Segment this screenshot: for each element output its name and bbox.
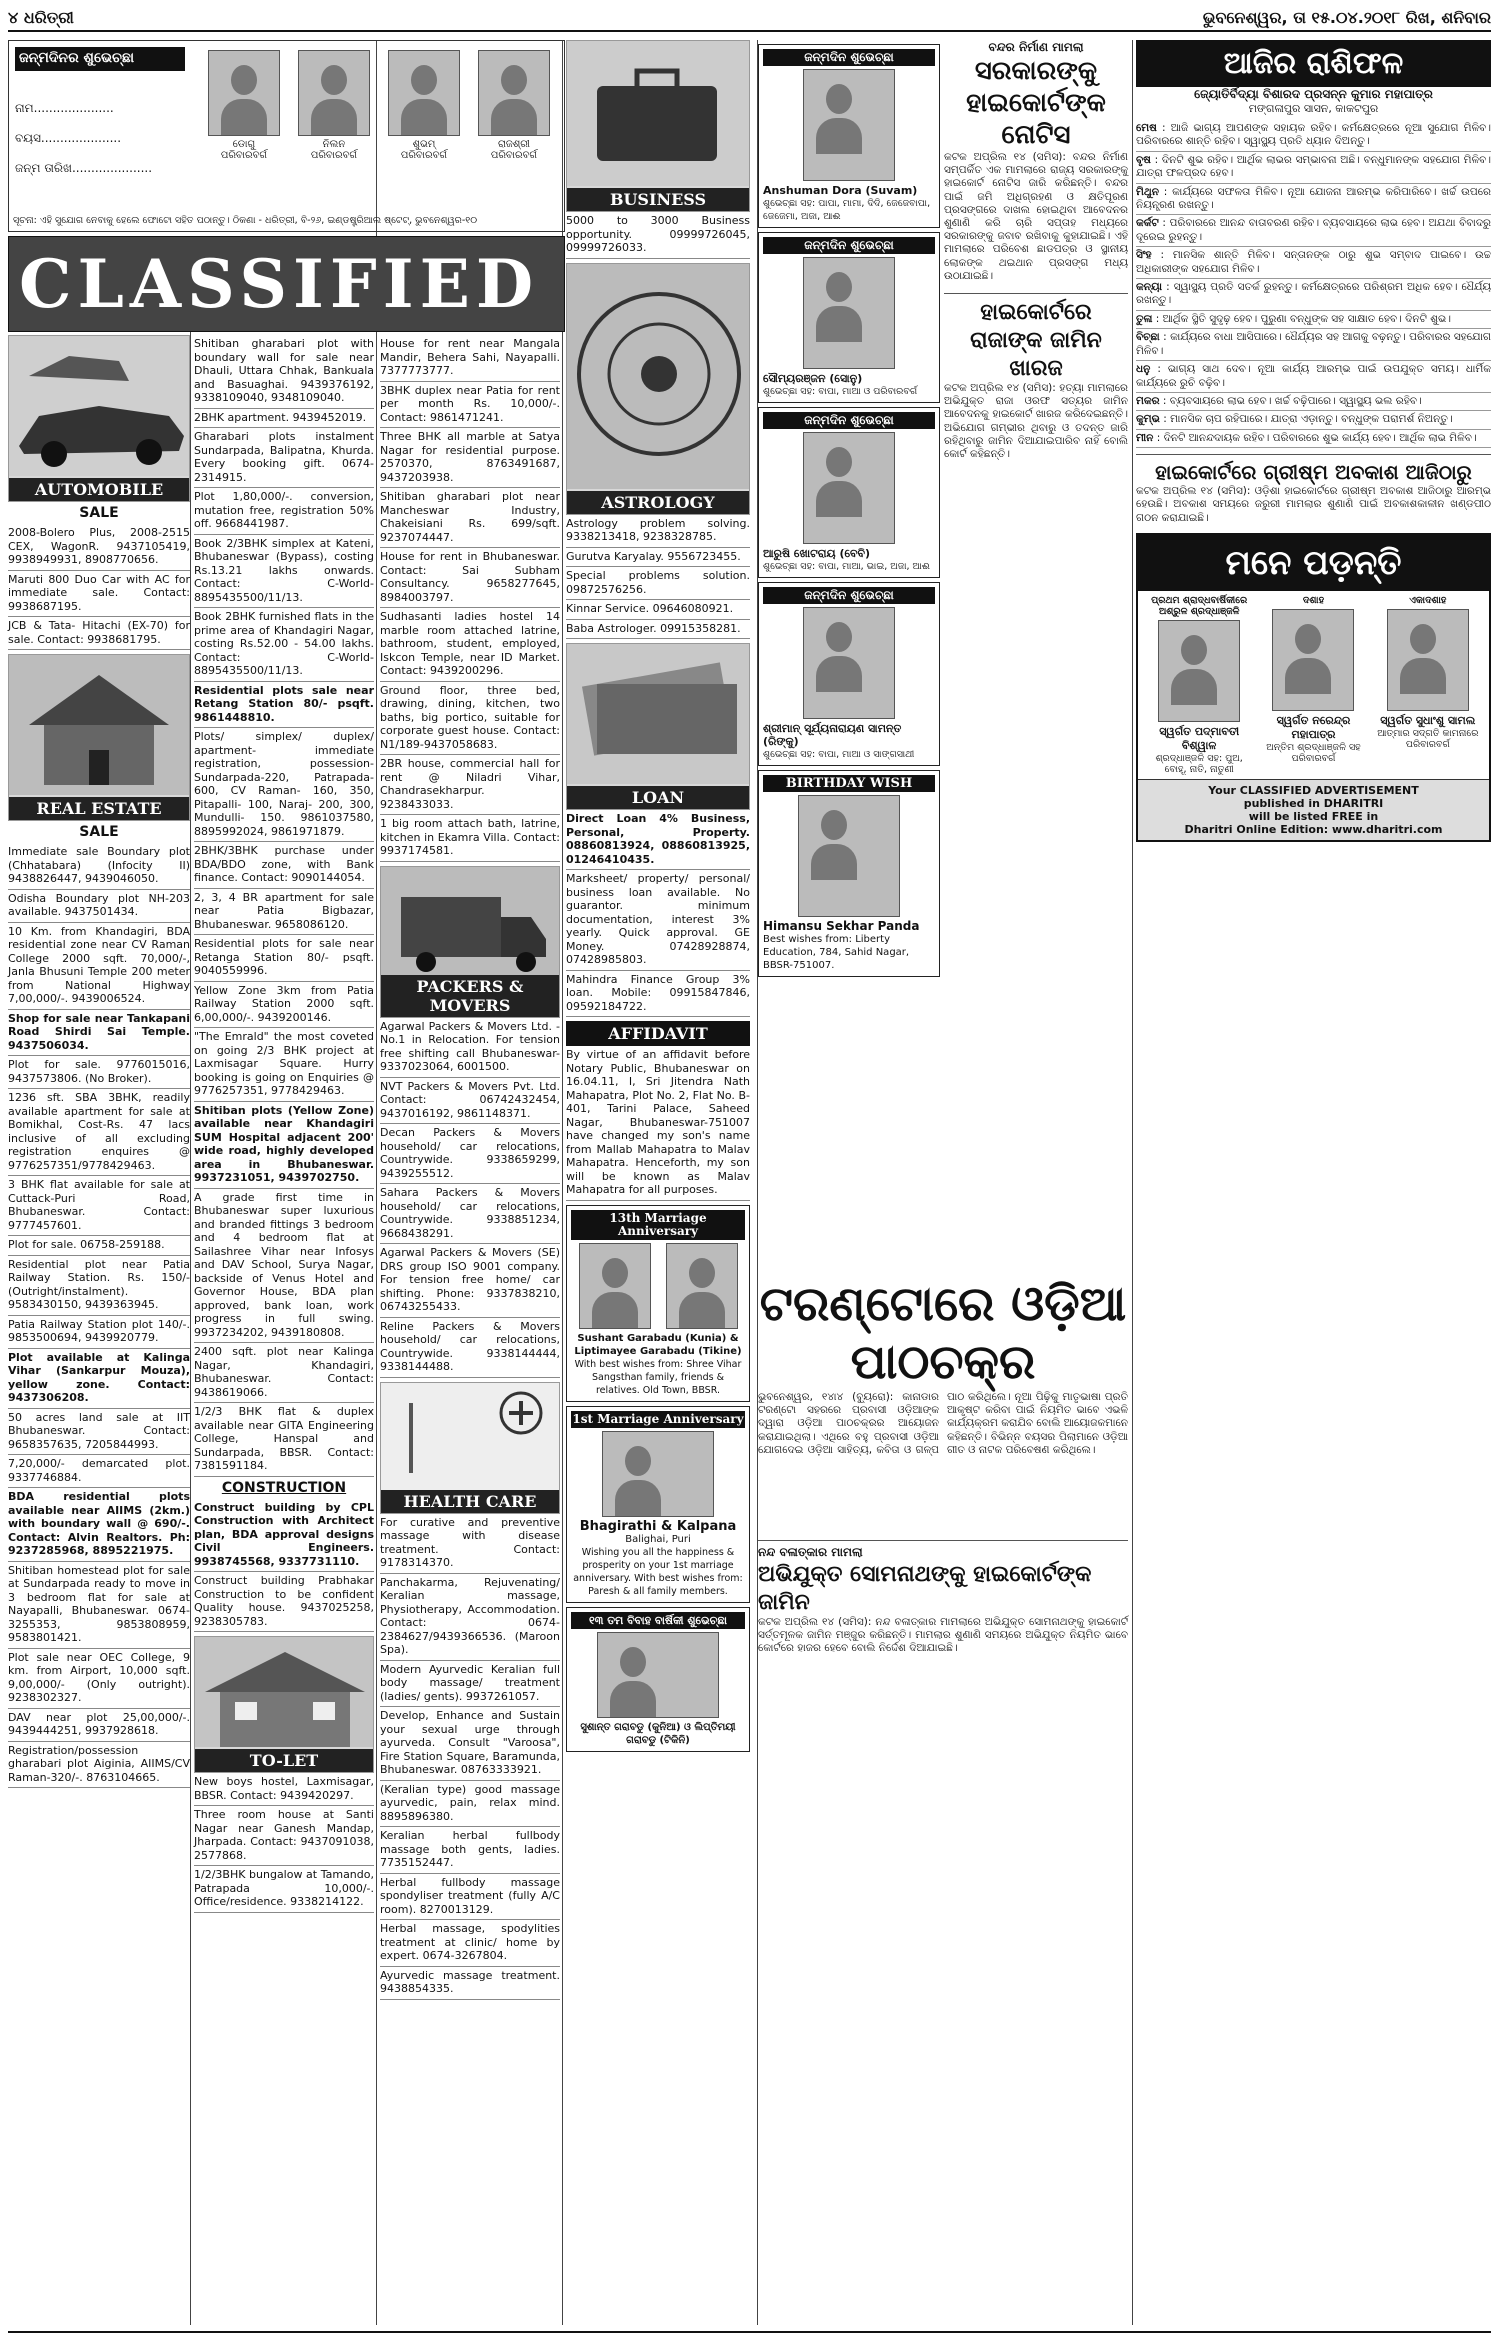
anniversary-1 bbox=[566, 1406, 750, 1603]
rashi-separator: : bbox=[1150, 153, 1162, 166]
classified-ad: Plot available at Kalinga Vihar (Sankarpur Mouza), yellow zone. Contact: 9437306208. bbox=[8, 1349, 190, 1409]
rashi-entry bbox=[1136, 361, 1491, 393]
news-body: କଟକ ଅପ୍ରିଲ ୧୪ (ସମିସ): ହତ୍ୟା ମାମଲାରେ ଅଭିଯୁକ୍ତ ରାଜା ଓରଫ ସତ୍ୟର ଜାମିନ ଆବେଦନକୁ ହାଇକୋର୍ଟ ଖାରଜ କରିଦେଇଛନ୍ତି। ଅଭିଯୋଗ ଗମ୍ଭୀର ଥିବାରୁ ଓ ତଦନ୍ତ ଜାରି ରହିଥିବାରୁ ଜାମିନ ଦିଆଯାଇପାରିବ ନାହିଁ ବୋଲି କୋର୍ଟ କହିଛନ୍ତି। bbox=[944, 382, 1128, 461]
classified-ad: For curative and preventive massage with disease treatment. Contact: 9178314370. bbox=[380, 1514, 560, 1574]
couple-photo bbox=[597, 1632, 719, 1718]
kid-name: ନିଲନ bbox=[322, 139, 346, 150]
rashi-separator: : bbox=[1158, 217, 1170, 230]
classified-ad: House for rent in Bhubaneswar. Contact: Sai Subham Consultancy. 9658277645, 8984003797. bbox=[380, 548, 560, 608]
classified-ad: Mahindra Finance Group 3% loan. Mobile: 09915847846, 09592184722. bbox=[566, 971, 750, 1018]
memoriam-people bbox=[1138, 591, 1489, 779]
rashi-separator: : bbox=[1159, 394, 1170, 407]
birthday-wish: ଶୁଭେଚ୍ଛା ସହ: ବାପା, ମାଆ ଓ ପରିବାରବର୍ଗ bbox=[763, 386, 918, 397]
footer-rule bbox=[8, 2331, 1491, 2333]
rashi-sign: ମୀନ bbox=[1136, 431, 1154, 444]
classified-ad: Shitiban plots (Yellow Zone) available near Khandagiri SUM Hospital adjacent 200' wide road, highly developed area in Bhubaneswar. 9937231051, 9439702750. bbox=[194, 1102, 374, 1189]
memoriam-photo bbox=[1387, 609, 1469, 711]
classified-ad: Baba Astrologer. 09915358281. bbox=[566, 620, 750, 640]
classified-ad: Book 2/3BHK simplex at Kateni, Bhubaneswar (Bypass), costing Rs.13.21 lakhs onwards. Contact: C-World- 8895435500/11/13. bbox=[194, 535, 374, 609]
rashi-text: ଆଜି ଭାଗ୍ୟ ଆପଣଙ୍କ ସହାୟକ ରହିବ। କର୍ମକ୍ଷେତ୍ରରେ ନୂଆ ସୁଯୋଗ ମିଳିବ। ପରିବାରରେ ଶାନ୍ତି ରହିବ। ସ୍ୱାସ୍ଥ୍ୟ ପ୍ରତି ଧ୍ୟାନ ଦିଅନ୍ତୁ। bbox=[1136, 122, 1491, 148]
news-body: ଭୁବନେଶ୍ୱର, ୧୪ା୪ (ବ୍ୟୁରୋ): କାନାଡାର ଟରଣ୍ଟୋ ସହରରେ ପ୍ରବାସୀ ଓଡ଼ିଆଙ୍କ ଦ୍ୱାରା ଓଡ଼ିଆ ପାଠଚକ୍ରର ଆୟୋଜନ କରାଯାଇଥିଲା। ଏଥିରେ ବହୁ ପ୍ରବାସୀ ଓଡ଼ିଆ ଯୋଗଦେଇ ଓଡ଼ିଆ ସାହିତ୍ୟ, କବିତା ଓ ଗଳ୍ପ ପାଠ କରିଥିଲେ। ନୂଆ ପିଢ଼ିକୁ ମାତୃଭାଷା ପ୍ରତି ଆକୃଷ୍ଟ କରିବା ପାଇଁ ନିୟମିତ ଭାବେ ଏଭଳି କାର୍ଯ୍ୟକ୍ରମ କରାଯିବ ବୋଲି ଆୟୋଜକମାନେ କହିଛନ୍ତି। ବିଭିନ୍ନ ବୟସର ପିଲାମାନେ ଓଡ଼ିଆ ଗୀତ ଓ ନାଟକ ପରିବେଷଣ କରିଥିଲେ। bbox=[758, 1391, 1128, 1456]
birthday-card-title: ଜନ୍ମଦିନ ଶୁଭେଚ୍ଛା bbox=[763, 237, 935, 254]
affidavit-heading: AFFIDAVIT bbox=[566, 1021, 750, 1046]
memoriam-name: ସ୍ୱର୍ଗତ ନରେନ୍ଦ୍ର ମହାପାତ୍ର bbox=[1276, 713, 1351, 741]
classified-ad: 1 big room attach bath, latrine, kitchen in Ekamra Villa. Contact: 9937174581. bbox=[380, 815, 560, 862]
form-dob[interactable]: ଜନ୍ମ ତାରିଖ..................... bbox=[15, 161, 153, 175]
memoriam-photo bbox=[1158, 620, 1240, 722]
astrology-image bbox=[566, 263, 750, 515]
business-label: BUSINESS bbox=[567, 188, 749, 211]
rashi-entry bbox=[1136, 184, 1491, 216]
classified-ad: Plot for sale. 9776015016, 9437573806. (No Broker). bbox=[8, 1056, 190, 1089]
briefcase-icon bbox=[567, 41, 750, 186]
classified-ad: 50 acres land sale at IIT Bhubaneswar. Contact: 9658357635, 7205844993. bbox=[8, 1409, 190, 1456]
rashi-separator: : bbox=[1150, 363, 1168, 376]
packers-image bbox=[380, 866, 560, 1018]
classified-ad: Plots/ simplex/ duplex/ apartment- immediate registration, possession- Sundarpada-220, Patrapada-600, CV Raman- 160, 350, Pitapalli- 100, Naraj- 200, 300, Mundulli- 150. 9861037580, 8895992024, 9861971879. bbox=[194, 728, 374, 842]
rashi-sign: ମିଥୁନ bbox=[1136, 185, 1159, 198]
form-age[interactable]: ବୟସ..................... bbox=[15, 131, 122, 145]
column-2 bbox=[194, 335, 374, 1913]
kid-photos bbox=[199, 47, 559, 187]
anniversary-names: Sushant Garabadu (Kunia) & Liptimayee Garabadu (Tikine) bbox=[574, 1332, 742, 1357]
column-6 bbox=[944, 40, 1128, 461]
classified-ad: 3 BHK flat available for sale at Cuttack-Puri Road, Bhubaneswar. Contact: 9777457601. bbox=[8, 1176, 190, 1236]
news-headline: ହାଇକୋର୍ଟରେ ଗ୍ରୀଷ୍ମ ଅବକାଶ ଆଜିଠାରୁ bbox=[1155, 460, 1472, 485]
somnath-story bbox=[758, 1540, 1128, 1656]
kid-sub: ପରିବାରବର୍ଗ bbox=[400, 150, 448, 161]
rashi-entry bbox=[1136, 247, 1491, 279]
rashi-text: ଦିନଟି ଶୁଭ ରହିବ। ଆର୍ଥିକ ଲାଭର ସମ୍ଭାବନା ଅଛି। ବନ୍ଧୁମାନଙ୍କ ସହଯୋଗ ମିଳିବ। ଯାତ୍ରା ଫଳପ୍ରଦ ହେବ। bbox=[1136, 153, 1491, 180]
classified-ad: Maruti 800 Duo Car with AC for immediate sale. Contact: 9938687195. bbox=[8, 571, 190, 618]
classified-ad: DAV near plot 25,00,000/-. 9439444251, 9937928618. bbox=[8, 1709, 190, 1742]
birthday-card-title: ଜନ୍ମଦିନ ଶୁଭେଚ୍ଛା bbox=[763, 412, 935, 429]
classified-ad: Shitiban homestead plot for sale at Sundarpada ready to move in 3 bedroom flat for sale at Nayapalli, Bhubaneswar. 0674-3255353, 9853808959, 9583801421. bbox=[8, 1562, 190, 1649]
rashi-separator: : bbox=[1156, 122, 1171, 134]
building-icon bbox=[195, 1637, 374, 1747]
rashi-sign: ବିଚ୍ଛା bbox=[1136, 331, 1160, 344]
classified-ad: 1236 sft. SBA 3BHK, readily available apartment for sale at Bomikhal, Cost-Rs. 47 lacs inclusive of all excluding registration enquires @ 9776257351/9778429463. bbox=[8, 1089, 190, 1176]
classified-ad: 2BHK apartment. 9439452019. bbox=[194, 409, 374, 429]
medical-cross-icon bbox=[381, 1383, 560, 1488]
rashi-sign: କର୍କଟ bbox=[1136, 217, 1159, 230]
anniversary-names: Bhagirathi & Kalpana bbox=[579, 1518, 737, 1534]
column-divider bbox=[1132, 40, 1133, 2325]
astrology-label: ASTROLOGY bbox=[567, 491, 749, 514]
health-image bbox=[380, 1382, 560, 1514]
classified-ad: Registration/possession gharabari plot Aiginia, AIIMS/CV Raman-320/-. 8763104665. bbox=[8, 1742, 190, 1789]
memoriam-card bbox=[1373, 595, 1483, 775]
kid-sub: ପରିବାରବର୍ଗ bbox=[310, 150, 358, 161]
couple-photo bbox=[579, 1243, 651, 1329]
form-title: ଜନ୍ମଦିନର ଶୁଭେଚ୍ଛା bbox=[15, 47, 185, 71]
kid-name: ଡୋଗୁ bbox=[232, 139, 256, 150]
classified-ad: Shop for sale near Tankapani Road Shirdi Sai Temple. 9437506034. bbox=[8, 1010, 190, 1057]
car-icon bbox=[9, 336, 190, 476]
page-number: ୪ ଧରିତ୍ରୀ bbox=[8, 8, 74, 27]
birthday-wish: ଶୁଭେଚ୍ଛା ସହ: ପାପା, ମାମା, ଦିଦି, ଜେଜେବାପା, ଜେଜେମା, ଅଜା, ଆଈ bbox=[763, 198, 931, 222]
birthday-name: ସୌମ୍ୟରଞ୍ଜନ (ସୋନୁ) bbox=[763, 372, 863, 385]
classified-ad: House for rent near Mangala Mandir, Behera Sahi, Nayapalli. 7377773777. bbox=[380, 335, 560, 382]
rashifal-title: ଆଜିର ରାଶିଫଳ bbox=[1136, 40, 1491, 87]
rashi-text: ସ୍ୱାସ୍ଥ୍ୟ ପ୍ରତି ସତର୍କ ରୁହନ୍ତୁ। କର୍ମକ୍ଷେତ୍ରରେ ପରିଶ୍ରମ ଅଧିକ ହେବ। ଧୈର୍ଯ୍ୟ ରଖନ୍ତୁ। bbox=[1136, 281, 1491, 307]
classified-ad: 2BHK/3BHK purchase under BDA/BDO zone, with Bank finance. Contact: 9090144054. bbox=[194, 842, 374, 889]
anniversary-title: 13th Marriage Anniversary bbox=[571, 1210, 745, 1240]
news-headline: ହାଇକୋର୍ଟରେ ରାଜାଙ୍କ ଜାମିନ ଖାରଜ bbox=[944, 293, 1128, 382]
rashi-separator: : bbox=[1152, 312, 1163, 325]
birthday-wish: ଶୁଭେଚ୍ଛା ସହ: ବାପା, ମାଆ ଓ ସାଙ୍ଗସାଥୀ bbox=[763, 749, 915, 760]
child-photo bbox=[803, 607, 895, 719]
classified-ad: Herbal fullbody massage spondyliser treatment (fully A/C room). 8270013129. bbox=[380, 1874, 560, 1921]
real-estate-image bbox=[8, 654, 190, 821]
classified-ad: Construct building Prabhakar Construction to be confident Quality house. 9437025258, 9238305783. bbox=[194, 1572, 374, 1632]
classified-ad: 7,20,000/- demarcated plot. 9337746884. bbox=[8, 1455, 190, 1488]
rashi-text: ଭାଗ୍ୟ ସାଥ ଦେବ। ନୂଆ କାର୍ଯ୍ୟ ଆରମ୍ଭ ପାଇଁ ଉପଯୁକ୍ତ ସମୟ। ଧାର୍ମିକ କାର୍ଯ୍ୟରେ ରୁଚି ବଢ଼ିବ। bbox=[1136, 363, 1492, 389]
news-kicker: ବନ୍ଦର ନିର୍ମାଣ ମାମଲା bbox=[988, 40, 1084, 54]
classified-ad: Panchakarma, Rejuvenating/ Keralian massage, Physiotherapy, Accommodation. Contact: 0674-2384627/9439366536. (Maroon Spa). bbox=[380, 1574, 560, 1661]
couple-photo bbox=[666, 1243, 738, 1329]
rashi-entry bbox=[1136, 311, 1491, 329]
classified-ad: Plot 1,80,000/-. conversion, mutation free, registration 50% off. 9668441987. bbox=[194, 488, 374, 535]
classified-ad: Patia Railway Station plot 140/-. 9853500694, 9439920779. bbox=[8, 1316, 190, 1349]
rashi-entry bbox=[1136, 411, 1491, 429]
footer-ad-url[interactable]: Dharitri Online Edition: www.dharitri.com bbox=[1184, 822, 1443, 836]
news-headline: ଅଭିଯୁକ୍ତ ସୋମନାଥଙ୍କୁ ହାଇକୋର୍ଟଙ୍କ ଜାମିନ bbox=[758, 1561, 1092, 1615]
memoriam-name: ସ୍ୱର୍ଗତ ସୁଧାଂଶୁ ସାମଲ bbox=[1380, 713, 1476, 727]
classified-ad: 1/2/3BHK bungalow at Tamando, Patrapada 10,000/-. Office/residence. 9338214122. bbox=[194, 1866, 374, 1913]
kid-sub: ପରିବାରବର୍ଗ bbox=[490, 150, 538, 161]
classified-ad: Reline Packers & Movers household/ car relocations, Countrywide. 9338144444, 9338144488. bbox=[380, 1318, 560, 1378]
birthday-wish-text: Best wishes from: Liberty Education, 784, Sahid Nagar, BBSR-751007. bbox=[763, 934, 910, 971]
classified-ad: New boys hostel, Laxmisagar, BBSR. Contact: 9439420297. bbox=[194, 1773, 374, 1806]
rashi-text: ଆର୍ଥିକ ସ୍ଥିତି ସୁଦୃଢ଼ ହେବ। ପୁରୁଣା ବନ୍ଧୁଙ୍କ ସହ ସାକ୍ଷାତ ହେବ। ଦିନଟି ଶୁଭ। bbox=[1162, 312, 1452, 325]
classified-ad: 3BHK duplex near Patia for rent per month Rs. 10,000/-. Contact: 9861471241. bbox=[380, 382, 560, 429]
to-let-label: TO-LET bbox=[195, 1749, 373, 1772]
kid-name: ଶୁଭମ୍ bbox=[412, 139, 436, 150]
rashi-entry bbox=[1136, 430, 1491, 448]
column-3 bbox=[380, 335, 560, 2000]
real-estate-label: REAL ESTATE bbox=[9, 797, 189, 820]
classified-ad: Herbal massage, spodylities treatment at clinic/ home by expert. 0674-3267804. bbox=[380, 1920, 560, 1967]
rashi-separator: : bbox=[1159, 331, 1171, 344]
classified-ad: Odisha Boundary plot NH-203 available. 9437501434. bbox=[8, 890, 190, 923]
packers-label: PACKERS & MOVERS bbox=[381, 975, 559, 1017]
rashi-separator: : bbox=[1162, 281, 1174, 294]
anniversary-photos bbox=[571, 1240, 745, 1332]
classified-ad: (Keralian type) good massage ayurvedic, pain, relax mind. 8895896380. bbox=[380, 1781, 560, 1828]
rashi-entry bbox=[1136, 279, 1491, 311]
birthday-card-title: ଜନ୍ମଦିନ ଶୁଭେଚ୍ଛା bbox=[763, 49, 935, 66]
classified-ad: Residential plots for sale near Retanga Station 80/- psqft. 9040559996. bbox=[194, 935, 374, 982]
classified-ad: Agarwal Packers & Movers Ltd. - No.1 in Relocation. For tension free shifting call Bhubaneswar- 9337023064, 6001500. bbox=[380, 1018, 560, 1078]
kid-card bbox=[478, 47, 550, 187]
memoriam-text: ଆତ୍ମାର ସଦ୍‌ଗତି କାମନାରେ ପରିବାରବର୍ଗ bbox=[1377, 727, 1479, 750]
birthday-card bbox=[758, 44, 940, 228]
column-4 bbox=[566, 40, 750, 1756]
footer-ad-line: Your CLASSIFIED ADVERTISEMENT bbox=[1208, 783, 1419, 797]
classified-ad: Kinnar Service. 09646080921. bbox=[566, 600, 750, 620]
rashi-sign: କନ୍ୟା bbox=[1136, 281, 1163, 294]
kid-photo bbox=[298, 50, 370, 136]
anniversary-title: 1st Marriage Anniversary bbox=[572, 1411, 744, 1426]
classified-ad: Special problems solution. 09872576256. bbox=[566, 567, 750, 600]
rashi-sign: ମକର bbox=[1136, 394, 1160, 407]
zodiac-wheel-icon bbox=[567, 264, 750, 489]
classified-ad: Plot sale near OEC College, 9 km. from Airport, 10,000 sqft. 9,00,000/- (Only outright). 9238302327. bbox=[8, 1649, 190, 1709]
memoriam-label: ଏକାଦଶାହ bbox=[1409, 594, 1447, 606]
automobile-label: AUTOMOBILE bbox=[9, 478, 189, 501]
rashi-sign: ମେଷ bbox=[1136, 122, 1157, 134]
classified-ad: Shitiban gharabari plot near Mancheswar Industry, Chakeisiani Rs. 699/sqft. 9237074447. bbox=[380, 488, 560, 548]
birthday-name: Anshuman Dora (Suvam) bbox=[763, 184, 918, 197]
classified-ad: Book 2BHK furnished flats in the prime area of Khandagiri Nagar, costing Rs.52.00 - 54.00 lakhs. Contact: C-World- 8895435500/11/13. bbox=[194, 608, 374, 682]
rashi-text: ପରିବାରରେ ଆନନ୍ଦ ବାତାବରଣ ରହିବ। ବ୍ୟବସାୟରେ ଲାଭ ହେବ। ଅଯଥା ବିବାଦରୁ ଦୂରେଇ ରୁହନ୍ତୁ। bbox=[1136, 217, 1492, 243]
classified-ad: Develop, Enhance and Sustain your sexual urge through ayurveda. Consult "Varoosa", Fire Station Square, Baramunda, Bhubaneswar. 08763333921. bbox=[380, 1707, 560, 1781]
construction-heading: CONSTRUCTION bbox=[221, 1479, 347, 1496]
loan-label: LOAN bbox=[567, 786, 749, 809]
column-5 bbox=[758, 40, 940, 981]
classified-ad: 2, 3, 4 BR apartment for sale near Patia Bigbazar, Bhubaneswar. 9658086120. bbox=[194, 889, 374, 936]
rashi-separator: : bbox=[1158, 185, 1173, 198]
child-photo bbox=[803, 257, 895, 369]
toronto-story bbox=[758, 1275, 1128, 1457]
column-7 bbox=[1136, 40, 1491, 842]
anniversary-13 bbox=[566, 1205, 750, 1402]
classified-ad: 2008-Bolero Plus, 2008-2515 CEX, WagonR. 9437105419, 9938949931, 8908770656. bbox=[8, 524, 190, 571]
classified-banner bbox=[8, 236, 565, 332]
birthday-form bbox=[8, 40, 565, 232]
anniversary-wish: With best wishes from: Shree Vihar Sangsthan family, friends & relatives. Old Town, BBSR. bbox=[574, 1358, 742, 1396]
footer-ad-line: published in DHARITRI bbox=[1243, 796, 1384, 810]
memoriam-card bbox=[1258, 595, 1368, 775]
classified-ad: Plot for sale. 06758-259188. bbox=[8, 1236, 190, 1256]
classified-ad: NVT Packers & Movers Pvt. Ltd. Contact: 06742432454, 9437016192, 9861148371. bbox=[380, 1078, 560, 1125]
kid-name: ରାଜଶ୍ରୀ bbox=[497, 139, 531, 150]
kid-card bbox=[298, 47, 370, 187]
form-name[interactable]: ନାମ..................... bbox=[15, 101, 114, 115]
form-note: ସୂଚନା: ଏହି ସୁଯୋଗ ନେବାକୁ ହେଲେ ଫୋଟୋ ସହିତ ପଠାନ୍ତୁ। ଠିକଣା - ଧରିତ୍ରୀ, ବି-୨୬, ଇଣ୍ଡଷ୍ଟ୍ରିଆଲ ଷ୍ଟେଟ୍, ଭୁବନେଶ୍ୱର-୧୦ bbox=[13, 215, 478, 226]
classified-ad: Ground floor, three bed, drawing, dining, kitchen, two baths, big portico, suitable for corporate guest house. Contact: N1/189-9437058683. bbox=[380, 682, 560, 756]
kid-photo bbox=[208, 50, 280, 136]
vacation-story bbox=[1136, 454, 1491, 525]
birthday-wish-card bbox=[758, 770, 940, 977]
classified-ad: A grade first time in Bhubaneswar super luxurious and branded fittings 3 bedroom and 4 bedroom flat at Sailashree Vihar near Infosys and DAV School, Surya Nagar, backside of Venus Hotel and Governor House, BDA plan approved, bank loan, work progress in full swing. 9937234202, 9439180808. bbox=[194, 1189, 374, 1344]
rashi-entry bbox=[1136, 329, 1491, 361]
classified-ad: 2BR house, commercial hall for rent @ Niladri Vihar, Chandrasekharpur. 9238433033. bbox=[380, 755, 560, 815]
classified-ad: "The Emrald" the most coveted on going 2/3 BHK project at Laxmisagar Square. Hurry booking is going on Enquiries @ 9776257351, 9778429463. bbox=[194, 1028, 374, 1102]
classified-ad: 2400 sqft. plot near Kalinga Nagar, Khandagiri, Bhubaneswar. Contact: 9438619066. bbox=[194, 1343, 374, 1403]
classified-ad: Construct building by CPL Construction with Architect plan, BDA approval designs Civil Engineers. 9938745568, 9337731110. bbox=[194, 1499, 374, 1573]
automobile-image bbox=[8, 335, 190, 502]
classified-ad: Keralian herbal fullbody massage both gents, ladies. 7735152447. bbox=[380, 1827, 560, 1874]
child-photo bbox=[803, 69, 895, 181]
sale-heading: SALE bbox=[79, 505, 119, 521]
rashi-text: କାର୍ଯ୍ୟରେ ବାଧା ଆସିପାରେ। ଧୈର୍ଯ୍ୟର ସହ ଆଗକୁ ବଢ଼ନ୍ତୁ। ପରିବାରର ସହଯୋଗ ମିଳିବ। bbox=[1136, 331, 1491, 357]
memoriam-name: ସ୍ୱର୍ଗତ ପଦ୍ମାବତୀ ବିଶ୍ୱାଳ bbox=[1159, 724, 1240, 752]
rashi-text: ମାନସିକ ଚାପ ରହିପାରେ। ଯାତ୍ରା ଏଡ଼ାନ୍ତୁ। ବନ୍ଧୁଙ୍କ ପରାମର୍ଶ ନିଅନ୍ତୁ। bbox=[1170, 413, 1453, 426]
sale-heading: SALE bbox=[79, 824, 119, 840]
birthday-card bbox=[758, 232, 940, 403]
kid-sub: ପରିବାରବର୍ଗ bbox=[220, 150, 268, 161]
business-image bbox=[566, 40, 750, 212]
classified-ad: Three room house at Santi Nagar near Ganesh Mandap, Jharpada. Contact: 9437091038, 2577868. bbox=[194, 1806, 374, 1866]
classified-ad: JCB & Tata- Hitachi (EX-70) for sale. Contact: 9938681795. bbox=[8, 617, 190, 650]
classified-ad: 1/2/3 BHK flat & duplex available near GITA Engineering College, Hanspal and Sundarpada, BBSR. Contact: 7381591184. bbox=[194, 1403, 374, 1477]
classified-ad: Decan Packers & Movers household/ car relocations, Countrywide. 9338659299, 9439255512. bbox=[380, 1124, 560, 1184]
child-photo bbox=[803, 432, 895, 544]
birthday-name: ଶ୍ରୀମାନ୍ ସୂର୍ଯ୍ୟନାରାୟଣ ସାମନ୍ତ (ରିଙ୍କୁ) bbox=[763, 722, 902, 748]
rashi-separator: : bbox=[1159, 413, 1171, 426]
currency-icon bbox=[567, 644, 750, 784]
classified-ad: Yellow Zone 3km from Patia Railway Station 2000 sqft. 6,00,000/-. 9439200146. bbox=[194, 982, 374, 1029]
classified-ad: Three BHK all marble at Satya Nagar for residential purpose. 2570370, 8763491687, 9437203938. bbox=[380, 428, 560, 488]
classified-title: CLASSIFIED bbox=[19, 245, 540, 323]
column-1 bbox=[8, 335, 190, 1788]
rashi-sign: ତୁଳା bbox=[1136, 312, 1153, 325]
rashi-sign: ବୃଷ bbox=[1136, 153, 1151, 166]
classified-ad: Gharabari plots instalment Sundarpada, Balipatna, Khurda. Every booking gift. 0674-2314915. bbox=[194, 428, 374, 488]
loan-image bbox=[566, 643, 750, 810]
news-body: କଟକ ଅପ୍ରିଲ ୧୪ (ସମିସ): ଓଡ଼ିଶା ହାଇକୋର୍ଟରେ ଗ୍ରୀଷ୍ମ ଅବକାଶ ଆଜିଠାରୁ ଆରମ୍ଭ ହେଉଛି। ଅବକାଶ ସମୟରେ ଜରୁରୀ ମାମଲାର ଶୁଣାଣି ପାଇଁ ଅବକାଶକାଳୀନ ଖଣ୍ଡପୀଠ ଗଠନ କରାଯାଇଛି। bbox=[1136, 485, 1491, 524]
rashi-text: ମାନସିକ ଶାନ୍ତି ମିଳିବ। ସନ୍ତାନଙ୍କ ଠାରୁ ଶୁଭ ସମ୍ବାଦ ପାଇବେ। ଉଚ୍ଚ ଅଧିକାରୀଙ୍କ ସହଯୋଗ ମିଳିବ। bbox=[1136, 249, 1491, 275]
column-divider bbox=[376, 40, 377, 2325]
footer-ad-line: will be listed FREE in bbox=[1248, 809, 1379, 823]
anniversary-names: ସୁଶାନ୍ତ ଗରାବଡୁ (କୁନିଆ) ଓ ଲିପ୍ତିମୟୀ ଗରାବଡୁ (ଟିକିନି) bbox=[580, 1721, 736, 1746]
memoriam-title: ମନେ ପଡ଼ନ୍ତି bbox=[1138, 535, 1489, 591]
memoriam-label: ପ୍ରଥମ ଶ୍ରାଦ୍ଧବାର୍ଷିକୀରେ ଅଶ୍ରୁଳ ଶ୍ରଦ୍ଧାଞ୍ଜଳି bbox=[1151, 594, 1248, 617]
anniversary-odia bbox=[566, 1607, 750, 1752]
birthday-wish-heading: BIRTHDAY WISH bbox=[763, 775, 935, 792]
classified-ad: Astrology problem solving. 9338213418, 9238328785. bbox=[566, 515, 750, 548]
rashi-separator: : bbox=[1153, 431, 1164, 444]
kid-card bbox=[388, 47, 460, 187]
classified-ad: Immediate sale Boundary plot (Chhatabara) (Infocity II) 9438826447, 9439046050. bbox=[8, 843, 190, 890]
rashi-sign: ଧନୁ bbox=[1136, 363, 1151, 376]
classified-ad: Marksheet/ property/ personal/ business loan available. No guarantor. minimum documentation, interest 3% yearly. Quick approval. GE Money. 07428928874, 07428985803. bbox=[566, 870, 750, 971]
column-divider bbox=[562, 40, 563, 2325]
rashi-entry bbox=[1136, 120, 1491, 152]
classified-ad: Agarwal Packers & Movers (SE) DRS group ISO 9001 company. For tension free home/ car shifting. Phone: 9337838210, 06743255433. bbox=[380, 1244, 560, 1318]
news-body: କଟକ ଅପ୍ରିଲ ୧୪ (ସମିସ): ନନ୍ଦ ବଳାତ୍କାର ମାମଲାରେ ଅଭିଯୁକ୍ତ ସୋମନାଥଙ୍କୁ ହାଇକୋର୍ଟ ସର୍ତ୍ତମୂଳକ ଜାମିନ ମଞ୍ଜୁର କରିଛନ୍ତି। ମାମଲାର ଶୁଣାଣି ସମୟରେ ଅଭିଯୁକ୍ତ ନିୟମିତ ଭାବେ କୋର୍ଟରେ ହାଜର ହେବେ ବୋଲି ନିର୍ଦ୍ଦେଶ ଦିଆଯାଇଛି। bbox=[758, 1616, 1128, 1655]
rashi-entry bbox=[1136, 152, 1491, 184]
truck-icon bbox=[381, 867, 560, 992]
classified-ad: Direct Loan 4% Business, Personal, Property. 08860813924, 08860813925, 01246410435. bbox=[566, 810, 750, 870]
classified-ad: 10 Km. from Khandagiri, BDA residential zone near CV Raman College 2000 sqft. 70,000/-, Janla Bhusuni Temple 200 meter from National Highway 7,00,000/-. 9439006524. bbox=[8, 923, 190, 1010]
classified-ad: Shitiban gharabari plot with boundary wall for sale near Dhauli, Uttara Chhak, Bankuala and Basuaghai. 9439376192, 9338109040, 9348109040. bbox=[194, 335, 374, 409]
rashi-entry bbox=[1136, 215, 1491, 247]
memoriam-text: ଶ୍ରଦ୍ଧାଞ୍ଜଳି ସହ: ପୁଅ, ବୋହୂ, ନାତି, ନାତୁଣୀ bbox=[1155, 752, 1243, 775]
to-let-image bbox=[194, 1636, 374, 1773]
date-line: ଭୁବନେଶ୍ୱର, ତା ୧୫.୦୪.୨୦୧୮ ରିଖ, ଶନିବାର bbox=[1202, 8, 1491, 27]
couple-photo bbox=[602, 1431, 714, 1517]
birthday-card bbox=[758, 407, 940, 578]
classified-ad: Sudhasanti ladies hostel 14 marble room attached latrine, bathroom, student, employed, Iskcon Temple, near ID Market. Contact: 9439200296. bbox=[380, 608, 560, 682]
page-header bbox=[8, 6, 1491, 32]
kid-photo bbox=[388, 50, 460, 136]
anniversary-place: Balighai, Puri bbox=[625, 1533, 691, 1545]
birthday-name: ଆରୁଷି ଖୋଟରାୟ (ବେବି) bbox=[763, 547, 871, 560]
memoriam-photo bbox=[1272, 609, 1354, 711]
rashifal-place: ମଙ୍ଗଳାପୁର ସାସନ, କାକଟପୁର bbox=[1248, 102, 1379, 115]
classified-ad: Residential plot near Patia Railway Station. Rs. 150/- (Outright/instalment). 9583430150, 9439363945. bbox=[8, 1256, 190, 1316]
classified-ad: Sahara Packers & Movers household/ car relocations, Countrywide. 9338851234, 9668438291. bbox=[380, 1184, 560, 1244]
rashifal-byline: ଜ୍ୟୋତିର୍ବିଦ୍ୟା ବିଶାରଦ ପ୍ରସନ୍ନ କୁମାର ମହାପାତ୍ର bbox=[1194, 87, 1433, 101]
footer-ad bbox=[1138, 779, 1489, 840]
birthday-wish: ଶୁଭେଚ୍ଛା ସହ: ବାପା, ମାଆ, ଭାଇ, ଅଜା, ଆଈ bbox=[763, 561, 930, 572]
memoriam-text: ଅନ୍ତିମ ଶ୍ରଦ୍ଧାଞ୍ଜଳି ସହ ପରିବାରବର୍ଗ bbox=[1266, 741, 1361, 764]
birthday-card bbox=[758, 582, 940, 766]
birthday-wish-name: Himansu Sekhar Panda bbox=[763, 919, 920, 933]
classified-ad: Ayurvedic massage treatment. 9438854335. bbox=[380, 1967, 560, 2000]
person-photo bbox=[798, 795, 900, 917]
column-divider bbox=[190, 330, 191, 2325]
rashi-sign: ସିଂହ bbox=[1136, 249, 1152, 262]
rashi-text: କାର୍ଯ୍ୟରେ ସଫଳତା ମିଳିବ। ନୂଆ ଯୋଜନା ଆରମ୍ଭ କରିପାରିବେ। ଖର୍ଚ୍ଚ ଉପରେ ନିୟନ୍ତ୍ରଣ ରଖନ୍ତୁ। bbox=[1136, 185, 1491, 212]
health-label: HEALTH CARE bbox=[381, 1490, 559, 1513]
memoriam-box bbox=[1136, 533, 1491, 842]
affidavit-text: By virtue of an affidavit before Notary Public, Bhubaneswar on 16.04.11, I, Sri Jitendra Nath Mahapatra, Plot No. 2, Flat No. B-401, Tarini Palace, Saheed Nagar, Bhubaneswar-751007 have changed my son's name from Mallab Mahapatra to Malav Mahapatra. Henceforth, my son will be known as Malav Mahapatra for all purposes. bbox=[566, 1046, 750, 1201]
rashi-sign: କୁମ୍ଭ bbox=[1136, 413, 1160, 426]
classified-ad: Gurutva Karyalay. 9556723455. bbox=[566, 548, 750, 568]
house-icon bbox=[9, 655, 190, 795]
classified-ad: 5000 to 3000 Business opportunity. 09999726045, 09999726033. bbox=[566, 212, 750, 259]
rashi-separator: : bbox=[1151, 249, 1173, 262]
anniversary-wish: Wishing you all the happiness & prosperity on your 1st marriage anniversary. With best wishes from: Paresh & all family members. bbox=[573, 1546, 743, 1597]
classified-ad: BDA residential plots available near AIIMS (2km.) with boundary wall @ 690/-. Contact: Alvin Realtors. Ph: 9237285968, 8895221975. bbox=[8, 1488, 190, 1562]
news-headline: ଟରଣ୍ଟୋରେ ଓଡ଼ିଆ ପାଠଚକ୍ର bbox=[759, 1276, 1127, 1390]
birthday-card-title: ଜନ୍ମଦିନ ଶୁଭେଚ୍ଛା bbox=[763, 587, 935, 604]
memoriam-card bbox=[1144, 595, 1254, 775]
kid-card bbox=[208, 47, 280, 187]
rashifal-list bbox=[1136, 120, 1491, 448]
news-body: କଟକ ଅପ୍ରିଲ ୧୪ (ସମିସ): ବନ୍ଦର ନିର୍ମାଣ ସମ୍ପର୍କିତ ଏକ ମାମଲାରେ ରାଜ୍ୟ ସରକାରଙ୍କୁ ହାଇକୋର୍ଟ ନୋଟିସ ଜାରି କରିଛନ୍ତି। ବନ୍ଦର ପାଇଁ ଜମି ଅଧିଗ୍ରହଣ ଓ କ୍ଷତିପୂରଣ ପ୍ରସଙ୍ଗରେ ଦାଖଲ ହୋଇଥିବା ଆବେଦନର ଶୁଣାଣି କରି ଚାରି ସପ୍ତାହ ମଧ୍ୟରେ ସରକାରଙ୍କୁ ଜବାବ ରଖିବାକୁ କୁହାଯାଇଛି। ଏହି ମାମଲାରେ ପରିବେଶ ଛାଡପତ୍ର ଓ ସ୍ଥାନୀୟ ଲୋକଙ୍କ ଥଇଥାନ ପ୍ରସଙ୍ଗ ମଧ୍ୟ ଉଠାଯାଇଛି। bbox=[944, 151, 1128, 282]
classified-ad: Residential plots sale near Retang Station 80/- psqft. 9861448810. bbox=[194, 682, 374, 729]
memoriam-label: ଦଶାହ bbox=[1302, 594, 1325, 606]
anniversary-title: ୧୩ ତମ ବିବାହ ବାର୍ଷିକୀ ଶୁଭେଚ୍ଛା bbox=[571, 1612, 745, 1629]
rashi-entry bbox=[1136, 393, 1491, 411]
classified-ad: Modern Ayurvedic Keralian full body massage/ treatment (ladies/ gents). 9937261057. bbox=[380, 1661, 560, 1708]
news-kicker: ନନ୍ଦ ବଳାତ୍କାର ମାମଲା bbox=[758, 1545, 863, 1559]
kid-photo bbox=[478, 50, 550, 136]
rashi-text: ବ୍ୟବସାୟରେ ଲାଭ ହେବ। ଖର୍ଚ୍ଚ ବଢ଼ିପାରେ। ସ୍ୱାସ୍ଥ୍ୟ ଭଲ ରହିବ। bbox=[1169, 394, 1422, 407]
news-headline: ସରକାରଙ୍କୁ ହାଇକୋର୍ଟଙ୍କ ନୋଟିସ bbox=[966, 56, 1106, 150]
rashi-text: ଦିନଟି ଆନନ୍ଦଦାୟକ ରହିବ। ପରିବାରରେ ଶୁଭ କାର୍ଯ୍ୟ ହେବ। ଆର୍ଥିକ ଲାଭ ମିଳିବ। bbox=[1163, 431, 1477, 444]
